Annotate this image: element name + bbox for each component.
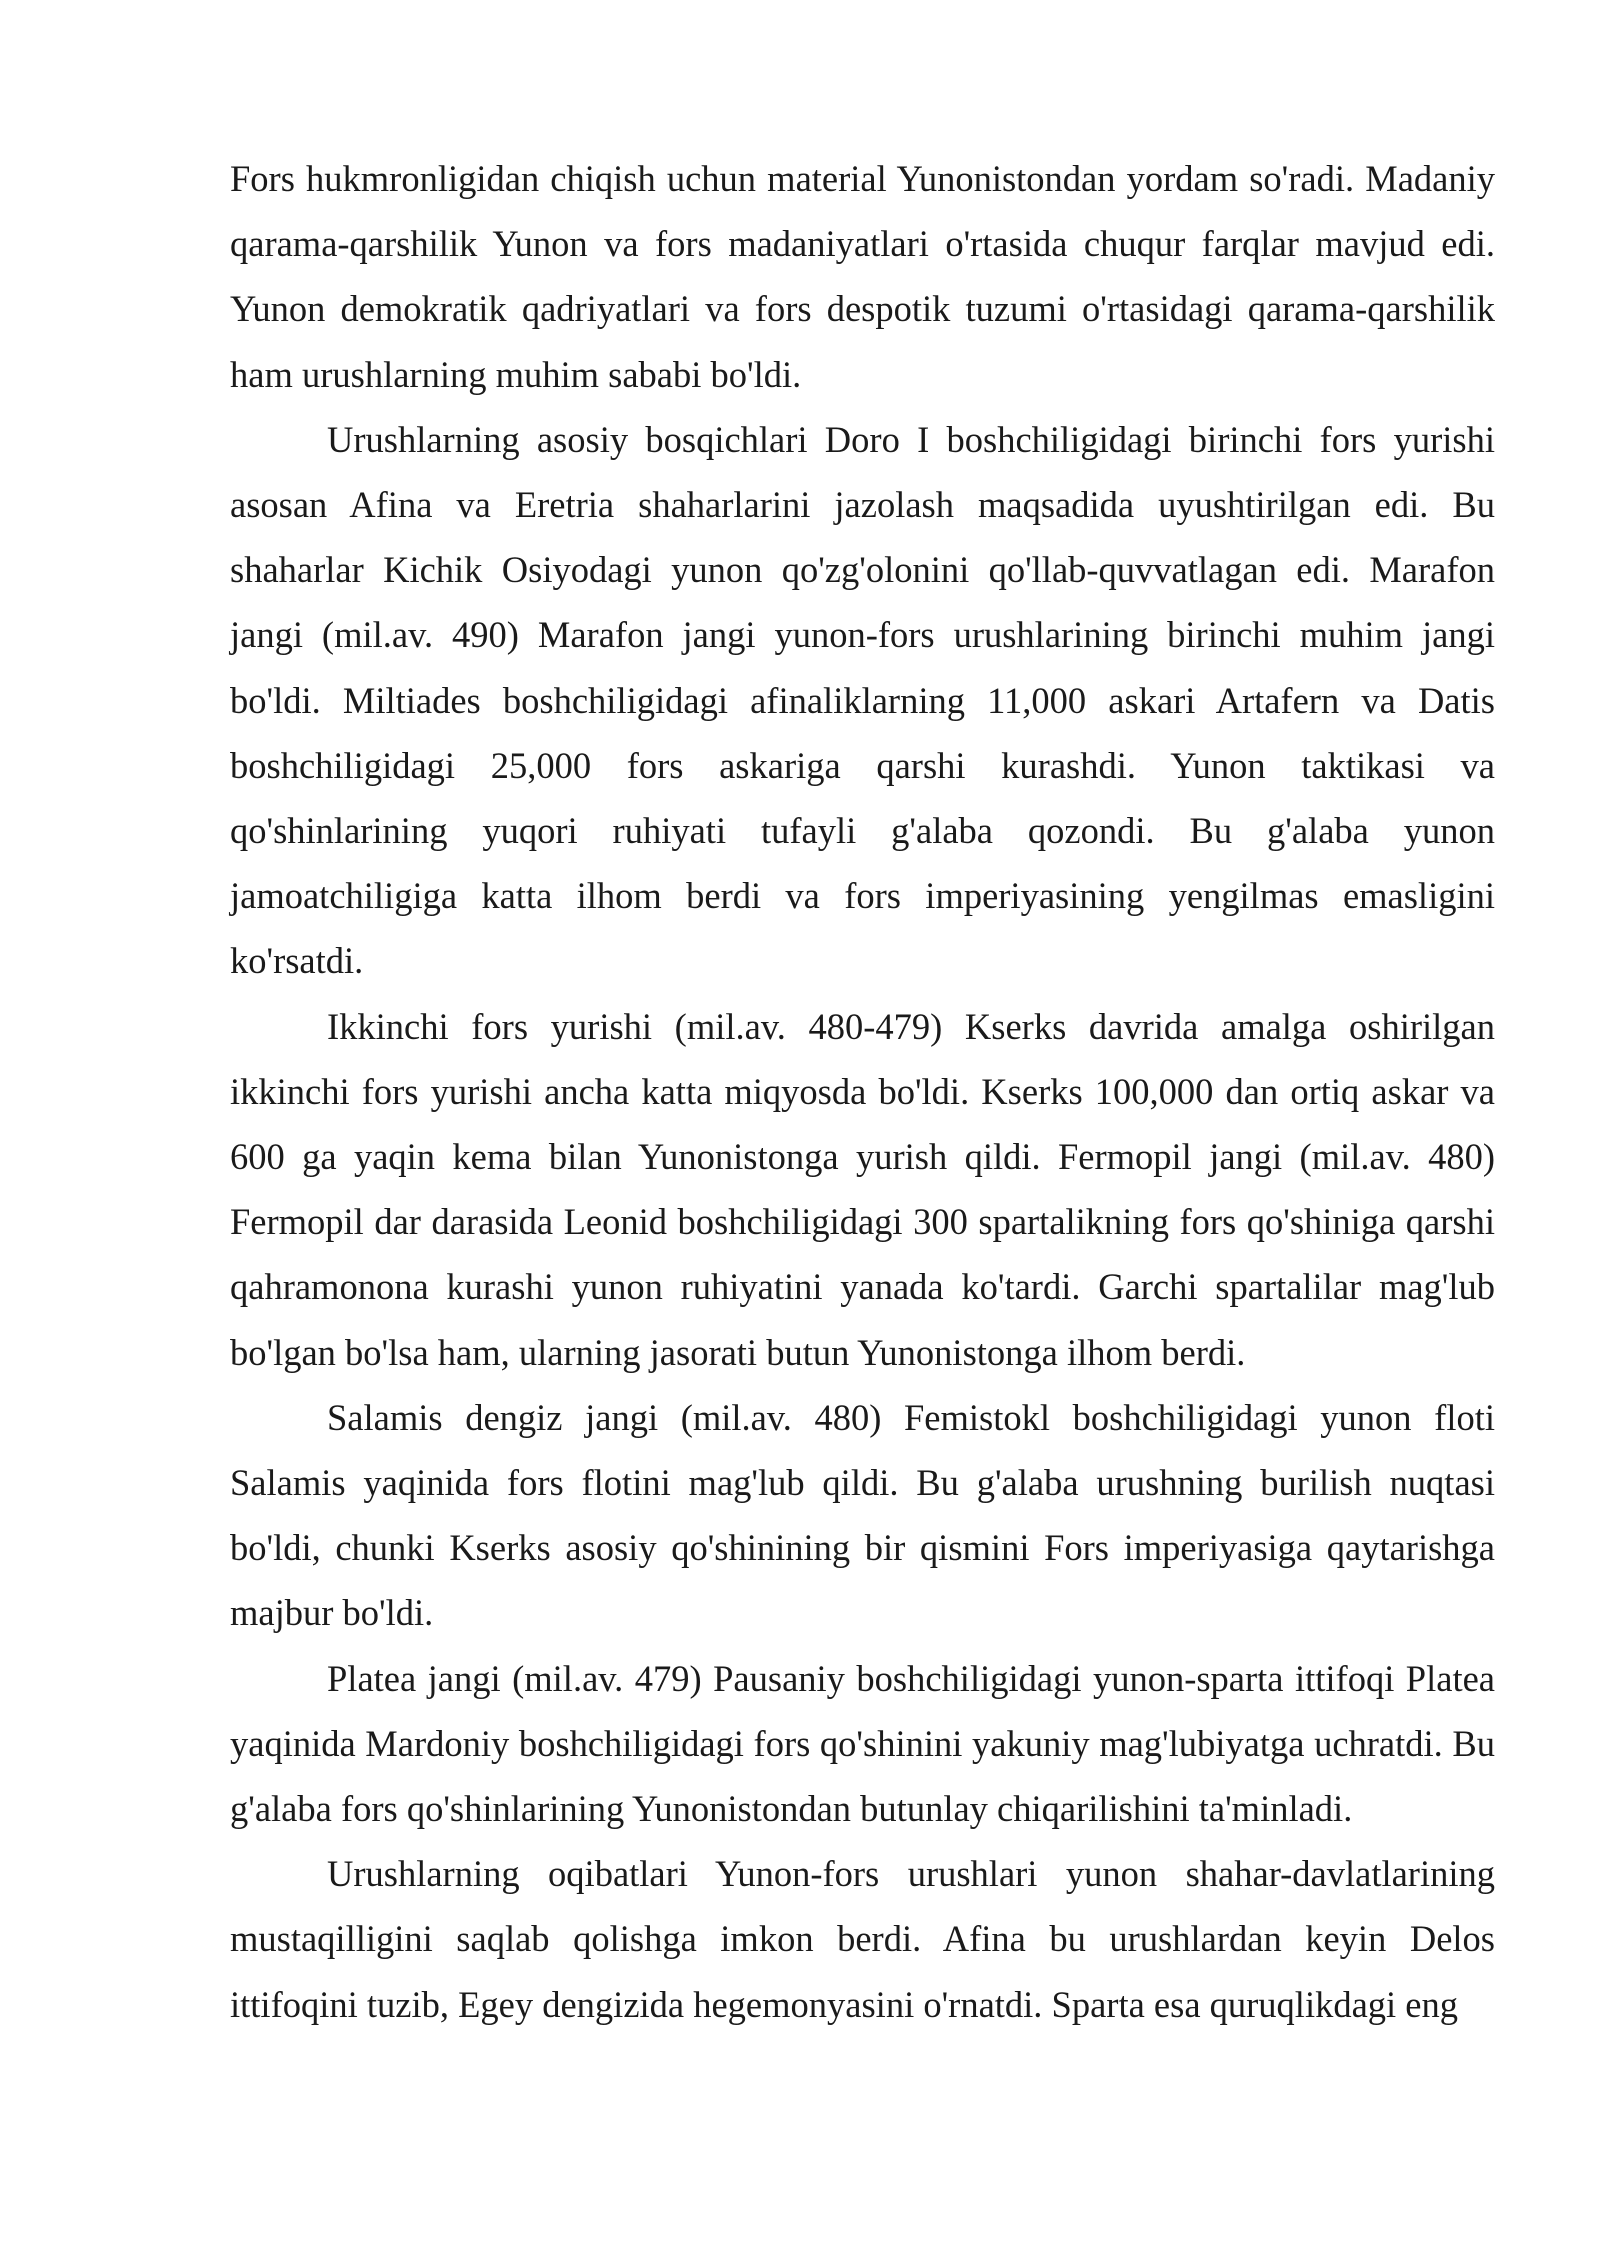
- paragraph-3: Ikkinchi fors yurishi (mil.av. 480-479) Kserks davrida amalga oshirilgan ikkinchi fors yurishi ancha katta miqyosda bo'ldi. Kserks 100,000 dan ortiq askar va 600 ga yaqin kema bilan Yunonistonga yurish qildi. Fermopil jangi (mil.av. 480) Fermopil dar darasida Leonid boshchiligidagi 300 spartalikning fors qo'shiniga qarshi qahramonona kurashi yunon ruhiyatini yanada ko'tardi. Garchi spartalilar mag'lub bo'lgan bo'lsa ham, ularning jasorati butun Yunonistonga ilhom berdi.: [230, 1005, 1495, 1373]
- paragraph-2: Urushlarning asosiy bosqichlari Doro I boshchiligidagi birinchi fors yurishi asosan Afina va Eretria shaharlarini jazolash maqsadida uyushtirilgan edi. Bu shaharlar Kichik Osiyodagi yunon qo'zg'olonini qo'llab-quvvatlagan edi. Marafon jangi (mil.av. 490) Marafon jangi yunon-fors urushlarining birinchi muhim jangi bo'ldi. Miltiades boshchiligidagi afinaliklarning 11,000 askari Artafern va Datis boshchiligidagi 25,000 fors askariga qarshi kurashdi. Yunon taktikasi va qo'shinlarining yuqori ruhiyati tufayli g'alaba qozondi. Bu g'alaba yunon jamoatchiligiga katta ilhom berdi va fors imperiyasining yengilmas emasligini ko'rsatdi.: [230, 418, 1495, 982]
- paragraph-6: Urushlarning oqibatlari Yunon-fors urushlari yunon shahar-davlatlarining mustaqilligini saqlab qolishga imkon berdi. Afina bu urushlardan keyin Delos ittifoqini tuzib, Egey dengizida hegemonyasini o'rnatdi. Sparta esa quruqlikdagi eng: [230, 1853, 1495, 2025]
- paragraph-4: Salamis dengiz jangi (mil.av. 480) Femistokl boshchiligidagi yunon floti Salamis yaqinida fors flotini mag'lub qildi. Bu g'alaba urushning burilish nuqtasi bo'ldi, chunki Kserks asosiy qo'shinining bir qismini Fors imperiyasiga qaytarishga majbur bo'ldi.: [230, 1396, 1495, 1634]
- paragraph-1: Fors hukmronligidan chiqish uchun material Yunonistondan yordam so'radi. Madaniy qarama-qarshilik Yunon va fors madaniyatlari o'rtasida chuqur farqlar mavjud edi. Yunon demokratik qadriyatlari va fors despotik tuzumi o'rtasidagi qarama-qarshilik ham urushlarning muhim sababi bo'ldi.: [230, 158, 1495, 395]
- paragraph-5: Platea jangi (mil.av. 479) Pausaniy boshchiligidagi yunon-sparta ittifoqi Platea yaqinida Mardoniy boshchiligidagi fors qo'shinini yakuniy mag'lubiyatga uchratdi. Bu g'alaba fors qo'shinlarining Yunonistondan butunlay chiqarilishini ta'minladi.: [230, 1657, 1495, 1830]
- document-page: [230, 146, 1495, 2037]
